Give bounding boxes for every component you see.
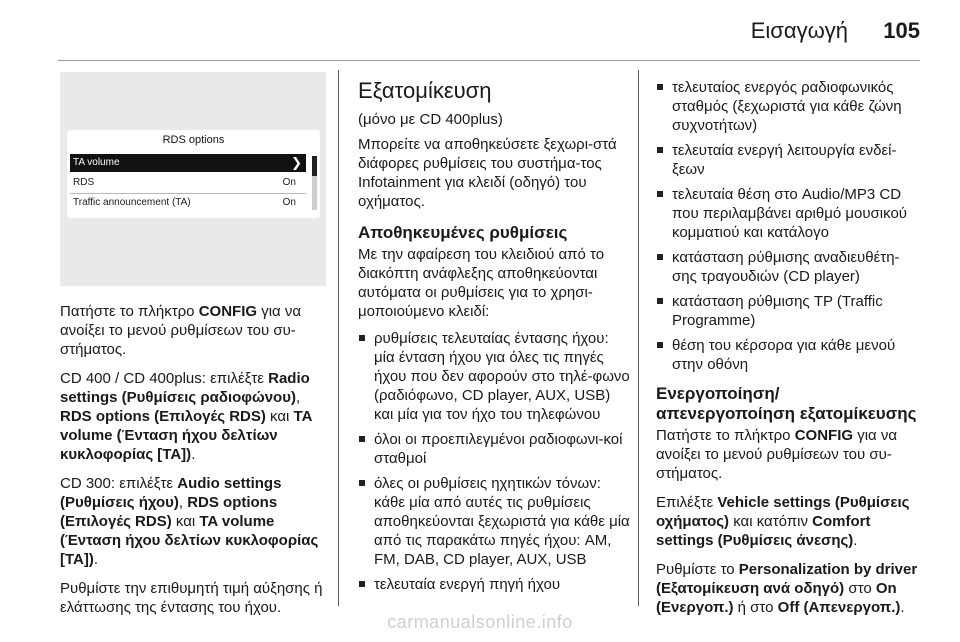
display-screen — [67, 130, 320, 218]
menu-row-label: TA volume — [73, 157, 120, 168]
bullet-square-icon — [359, 436, 365, 442]
screen-scrollbar — [312, 156, 317, 210]
page-header — [0, 0, 960, 60]
paragraph-config: Πατήστε το πλήκτρο CONFIG για να ανοίξει το μενού ρυθμίσεων του συ-στήματος. — [60, 303, 302, 358]
column-1 — [60, 302, 330, 627]
paragraph-personalization-driver: Ρυθμίστε το Personalization by driver (Εξατομίκευση ανά οδηγό) στο On (Ενεργοπ.) ή στο Off (Απενεργοπ.). — [656, 561, 918, 616]
menu-row-ta-volume — [70, 154, 306, 172]
list-item: τελευταίος ενεργός ραδιοφωνικός σταθμός (ξεχωριστά για κάθε ζώνη συχνοτήτων) — [656, 78, 922, 135]
list-item: τελευταία ενεργή λειτουργία ενδεί-ξεων — [656, 141, 922, 179]
bullet-square-icon — [657, 84, 663, 90]
paragraph-intro: Μπορείτε να αποθηκεύσετε ξεχωρι-στά διάφορες ρυθμίσεις του συστήμα-τος Infotainment για κλειδί (οδηγό) του οχήματος. — [358, 136, 617, 210]
menu-row-value: On — [282, 197, 296, 208]
list-item: τελευταία ενεργή πηγή ήχου — [358, 575, 630, 594]
bullet-square-icon — [657, 298, 663, 304]
header-divider — [58, 60, 920, 61]
saved-settings-list-continued — [656, 78, 922, 374]
bullet-square-icon — [657, 254, 663, 260]
heading-personalization: Εξατομίκευση — [358, 78, 492, 103]
column-divider-2 — [638, 70, 639, 606]
column-2 — [358, 78, 630, 600]
bullet-square-icon — [359, 480, 365, 486]
rds-options-illustration — [60, 72, 326, 286]
list-item: θέση του κέρσορα για κάθε μενού στην οθόνη — [656, 336, 922, 374]
column-divider-1 — [338, 70, 339, 606]
list-item: κατάσταση ρύθμισης TP (Traffic Programme) — [656, 292, 922, 330]
bullet-square-icon — [359, 581, 365, 587]
bullet-square-icon — [657, 342, 663, 348]
menu-row-value: On — [282, 177, 296, 188]
paragraph-cd400: CD 400 / CD 400plus: επιλέξτε Radio settings (Ρυθμίσεις ραδιοφώνου), RDS options (Επιλογές RDS) και TA volume (Ένταση ήχου δελτίων κυκλοφορίας [TA]). — [60, 370, 312, 463]
menu-row-label: RDS — [73, 177, 95, 188]
bullet-square-icon — [657, 191, 663, 197]
paragraph-config-2: Πατήστε το πλήκτρο CONFIG για να ανοίξει το μενού ρυθμίσεων του συ-στήματος. — [656, 427, 898, 482]
menu-row-label: Traffic announcement (TA) — [73, 197, 191, 208]
list-item: όλοι οι προεπιλεγμένοι ραδιοφωνι-κοί σταθμοί — [358, 430, 630, 468]
heading-enable-disable: Ενεργοποίηση/ απενεργοποίηση εξατομίκευσης — [656, 384, 917, 423]
saved-settings-list — [358, 329, 630, 594]
column-3 — [656, 78, 922, 627]
page-number: 105 — [883, 18, 920, 43]
scrollbar-thumb — [312, 156, 317, 176]
paragraph-vehicle-settings: Επιλέξτε Vehicle settings (Ρυθμίσεις οχήματος) και κατόπιν Comfort settings (Ρυθμίσεις άνεσης). — [656, 494, 910, 549]
bullet-square-icon — [359, 335, 365, 341]
list-item: ρυθμίσεις τελευταίας έντασης ήχου: μία ένταση ήχου για όλες τις πηγές ήχου που δεν αφορούν στο τηλέ-φωνο (ραδιόφωνο, CD player, AUX, USB) και μία για τον ήχο του τηλεφώνου — [358, 329, 630, 424]
screen-title: RDS options — [162, 134, 225, 146]
menu-row-rds — [70, 174, 306, 192]
paragraph-adjust: Ρυθμίστε την επιθυμητή τιμή αύξησης ή ελάττωσης της έντασης του ήχου. — [60, 580, 323, 616]
paragraph-saved-intro: Με την αφαίρεση του κλειδιού από το διακόπτη ανάφλεξης αποθηκεύονται αυτόματα οι ρυθμίσεις για το χρησι-μοποιούμενο κλειδί: — [358, 246, 605, 320]
chevron-right-icon: ❯ — [291, 155, 302, 170]
list-item: κατάσταση ρύθμισης αναδιευθέτη-σης τραγουδιών (CD player) — [656, 248, 922, 286]
menu-row-traffic-announcement — [70, 194, 306, 212]
paragraph-cd300: CD 300: επιλέξτε Audio settings (Ρυθμίσεις ήχου), RDS options (Επιλογές RDS) και TA volume (Ένταση ήχου δελτίων κυκλοφορίας [TA]). — [60, 475, 319, 568]
list-item: όλες οι ρυθμίσεις ηχητικών τόνων: κάθε μία από αυτές τις ρυθμίσεις αποθηκεύονται ξεχωριστά για κάθε μία από τις παρακάτω πηγές ήχου: AM, FM, DAB, CD player, AUX, USB — [358, 474, 630, 569]
note-cd400plus: (μόνο με CD 400plus) — [358, 111, 503, 128]
heading-saved-settings: Αποθηκευμένες ρυθμίσεις — [358, 223, 568, 242]
list-item: τελευταία θέση στο Audio/MP3 CD που περιλαμβάνει αριθμό μουσικού κομματιού και κατάλογο — [656, 185, 922, 242]
section-title: Εισαγωγή — [750, 18, 848, 43]
watermark: carmanualsonline.info — [387, 612, 573, 632]
bullet-square-icon — [657, 147, 663, 153]
